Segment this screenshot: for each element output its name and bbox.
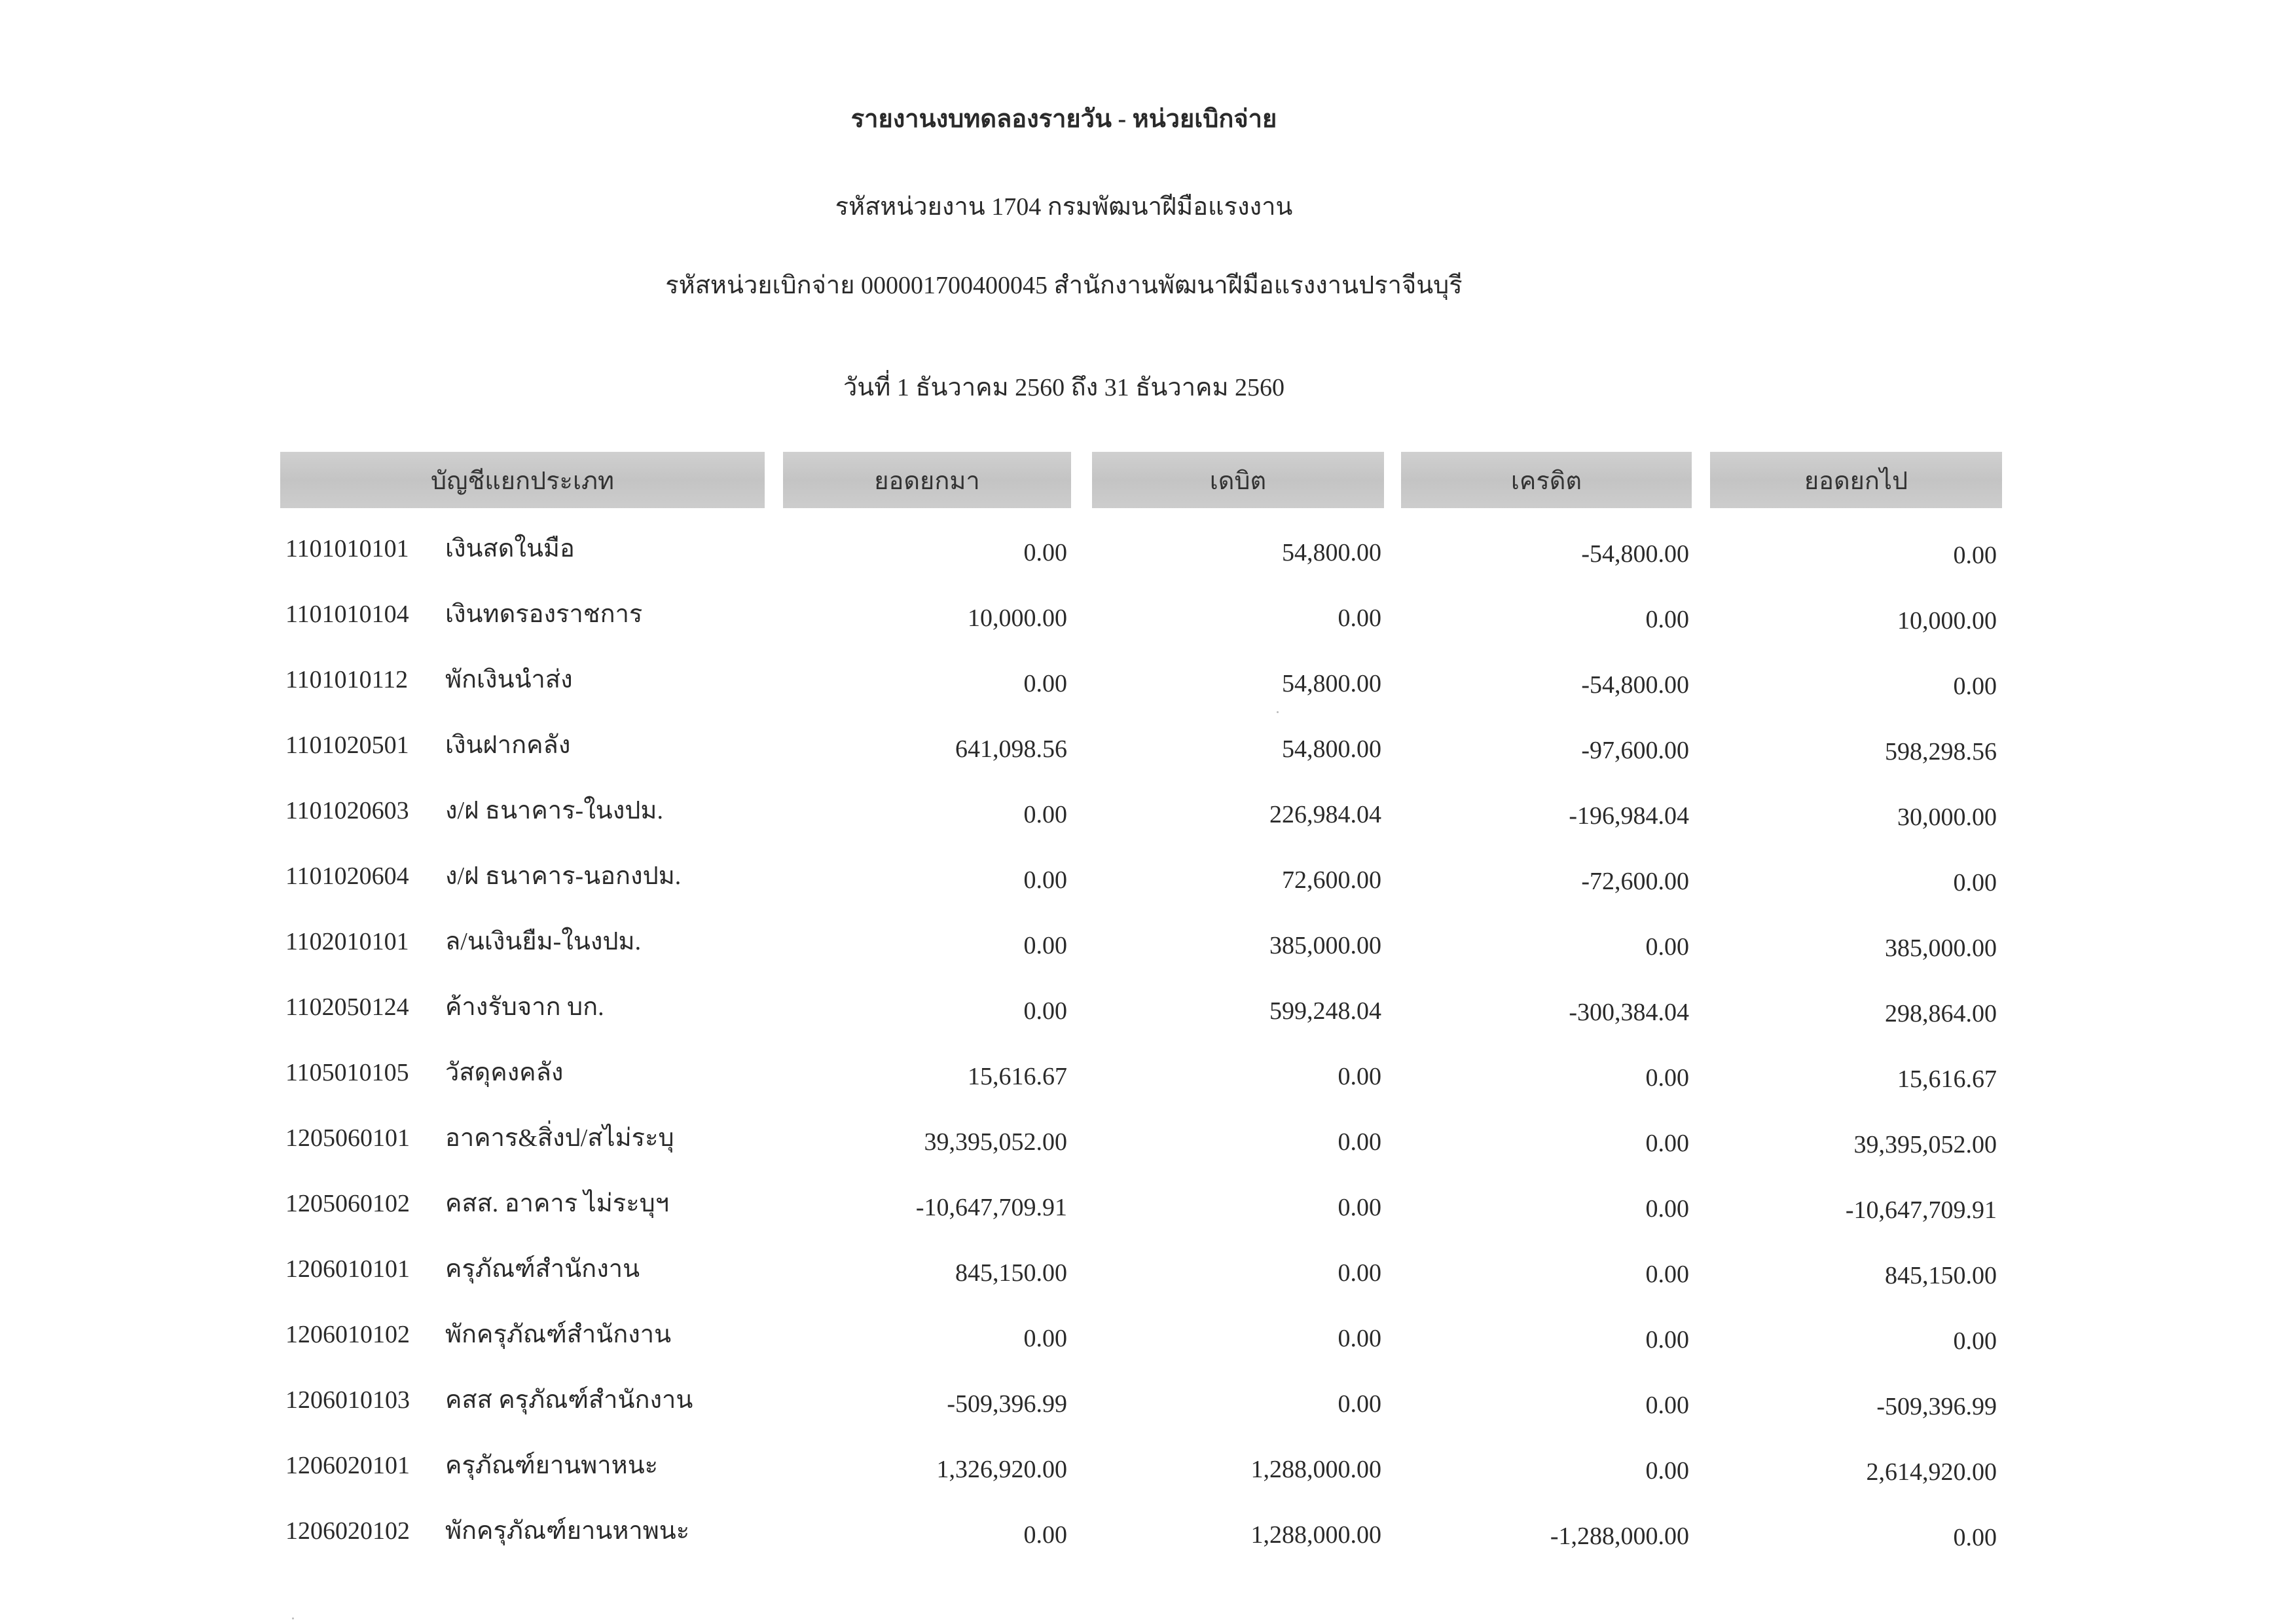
debit-amount: 385,000.00 <box>1269 932 1381 959</box>
opening-balance: 0.00 <box>1023 932 1067 959</box>
header-closing: ยอดยกไป <box>1710 452 2002 508</box>
account-name: ง/ฝ ธนาคาร-นอกงปม. <box>445 862 682 890</box>
debit-amount: 54,800.00 <box>1282 735 1381 763</box>
debit-amount: 226,984.04 <box>1269 801 1381 828</box>
opening-balance: 10,000.00 <box>968 604 1067 632</box>
debit-amount: 72,600.00 <box>1282 866 1381 894</box>
debit-amount: 0.00 <box>1338 1259 1381 1287</box>
header-credit: เครดิต <box>1401 452 1692 508</box>
account-name: ครุภัณฑ์สำนักงาน <box>445 1255 640 1283</box>
credit-amount: 0.00 <box>1645 1457 1689 1485</box>
header-account: บัญชีแยกประเภท <box>280 452 765 508</box>
closing-balance: 598,298.56 <box>1885 738 1997 766</box>
credit-amount: 0.00 <box>1645 1130 1689 1157</box>
opening-balance: -10,647,709.91 <box>915 1194 1067 1221</box>
credit-amount: 0.00 <box>1645 1064 1689 1092</box>
credit-amount: -196,984.04 <box>1569 802 1689 830</box>
table-row <box>0 1053 2296 1118</box>
table-row <box>0 595 2296 660</box>
header-debit: เดบิต <box>1092 452 1384 508</box>
debit-amount: 0.00 <box>1338 1128 1381 1156</box>
opening-balance: 641,098.56 <box>955 735 1067 763</box>
table-row <box>0 922 2296 987</box>
credit-amount: -300,384.04 <box>1569 999 1689 1026</box>
debit-amount: 54,800.00 <box>1282 539 1381 566</box>
table-row <box>0 1315 2296 1380</box>
closing-balance: 10,000.00 <box>1897 607 1997 635</box>
account-name: คสส. อาคาร ไม่ระบุฯ <box>445 1190 670 1217</box>
table-row <box>0 857 2296 922</box>
debit-amount: 0.00 <box>1338 1063 1381 1090</box>
account-code: 1206020101 <box>285 1452 410 1479</box>
account-code: 1206010103 <box>285 1386 410 1414</box>
disbursing-unit-line: รหัสหน่วยเบิกจ่าย 000001700400045 สำนักงานพัฒนาฝีมือแรงงานปราจีนบุรี <box>665 272 1463 299</box>
closing-balance: 385,000.00 <box>1885 934 1997 962</box>
closing-balance: 2,614,920.00 <box>1866 1458 1997 1486</box>
credit-amount: 0.00 <box>1645 1261 1689 1288</box>
opening-balance: 15,616.67 <box>968 1063 1067 1090</box>
opening-balance: 0.00 <box>1023 866 1067 894</box>
debit-amount: 599,248.04 <box>1269 997 1381 1025</box>
closing-balance: 845,150.00 <box>1885 1262 1997 1289</box>
table-row <box>0 726 2296 791</box>
debit-amount: 1,288,000.00 <box>1250 1521 1381 1549</box>
account-name: คสส ครุภัณฑ์สำนักงาน <box>445 1386 693 1414</box>
opening-balance: 0.00 <box>1023 1325 1067 1352</box>
opening-balance: 0.00 <box>1023 1521 1067 1549</box>
credit-amount: -54,800.00 <box>1581 671 1689 699</box>
closing-balance: -509,396.99 <box>1876 1393 1997 1420</box>
account-name: ง/ฝ ธนาคาร-ในงปม. <box>445 797 663 824</box>
opening-balance: 0.00 <box>1023 997 1067 1025</box>
closing-balance: 0.00 <box>1953 1524 1997 1551</box>
credit-amount: -54,800.00 <box>1581 540 1689 568</box>
account-name: เงินทดรองราชการ <box>445 600 643 628</box>
table-row <box>0 987 2296 1053</box>
table-row <box>0 529 2296 595</box>
account-name: ล/นเงินยืม-ในงปม. <box>445 928 642 955</box>
account-code: 1102050124 <box>285 993 409 1021</box>
opening-balance: 0.00 <box>1023 670 1067 697</box>
account-name: พักครุภัณฑ์สำนักงาน <box>445 1321 672 1348</box>
account-name: เงินฝากคลัง <box>445 731 571 759</box>
closing-balance: 0.00 <box>1953 542 1997 569</box>
header-opening: ยอดยกมา <box>783 452 1071 508</box>
agency-line: รหัสหน่วยงาน 1704 กรมพัฒนาฝีมือแรงงาน <box>835 193 1293 221</box>
account-name: ครุภัณฑ์ยานพาหนะ <box>445 1452 659 1479</box>
opening-balance: 39,395,052.00 <box>924 1128 1067 1156</box>
opening-balance: 0.00 <box>1023 801 1067 828</box>
account-name: พักครุภัณฑ์ยานหาพนะ <box>445 1517 690 1545</box>
account-name: พักเงินนำส่ง <box>445 666 573 693</box>
credit-amount: -72,600.00 <box>1581 868 1689 895</box>
debit-amount: 0.00 <box>1338 1325 1381 1352</box>
table-row <box>0 1118 2296 1184</box>
account-code: 1101020501 <box>285 731 409 759</box>
account-name: เงินสดในมือ <box>445 535 575 563</box>
credit-amount: 0.00 <box>1645 1195 1689 1223</box>
account-code: 1206020102 <box>285 1517 410 1545</box>
closing-balance: 0.00 <box>1953 673 1997 700</box>
debit-amount: 0.00 <box>1338 1390 1381 1418</box>
table-row <box>0 1249 2296 1315</box>
table-row <box>0 1380 2296 1446</box>
credit-amount: -1,288,000.00 <box>1550 1522 1689 1550</box>
opening-balance: 845,150.00 <box>955 1259 1067 1287</box>
closing-balance: 39,395,052.00 <box>1853 1131 1997 1158</box>
opening-balance: 0.00 <box>1023 539 1067 566</box>
opening-balance: 1,326,920.00 <box>936 1456 1067 1483</box>
debit-amount: 0.00 <box>1338 1194 1381 1221</box>
debit-amount: 0.00 <box>1338 604 1381 632</box>
closing-balance: 0.00 <box>1953 1327 1997 1355</box>
table-row <box>0 1184 2296 1249</box>
account-code: 1205060101 <box>285 1124 410 1152</box>
account-code: 1101010104 <box>285 600 409 628</box>
debit-amount: 1,288,000.00 <box>1250 1456 1381 1483</box>
table-row <box>0 1511 2296 1577</box>
scan-speck <box>292 1617 294 1619</box>
debit-amount: 54,800.00 <box>1282 670 1381 697</box>
account-name: วัสดุคงคลัง <box>445 1059 564 1086</box>
credit-amount: 0.00 <box>1645 933 1689 961</box>
scan-speck <box>1277 711 1279 713</box>
account-code: 1206010101 <box>285 1255 410 1283</box>
closing-balance: 15,616.67 <box>1897 1065 1997 1093</box>
credit-amount: -97,600.00 <box>1581 737 1689 764</box>
account-code: 1102010101 <box>285 928 409 955</box>
closing-balance: 0.00 <box>1953 869 1997 896</box>
account-code: 1206010102 <box>285 1321 410 1348</box>
closing-balance: -10,647,709.91 <box>1845 1196 1997 1224</box>
closing-balance: 30,000.00 <box>1897 803 1997 831</box>
credit-amount: 0.00 <box>1645 606 1689 633</box>
account-code: 1101010112 <box>285 666 409 693</box>
report-title: รายงานงบทดลองรายวัน - หน่วยเบิกจ่าย <box>850 105 1277 133</box>
credit-amount: 0.00 <box>1645 1392 1689 1419</box>
account-name: ค้างรับจาก บก. <box>445 993 604 1021</box>
opening-balance: -509,396.99 <box>947 1390 1067 1418</box>
account-code: 1101020603 <box>285 797 409 824</box>
account-code: 1101010101 <box>285 535 409 563</box>
account-code: 1105010105 <box>285 1059 409 1086</box>
account-code: 1101020604 <box>285 862 409 890</box>
account-code: 1205060102 <box>285 1190 410 1217</box>
closing-balance: 298,864.00 <box>1885 1000 1997 1027</box>
table-row <box>0 791 2296 857</box>
table-row <box>0 660 2296 726</box>
credit-amount: 0.00 <box>1645 1326 1689 1354</box>
period-line: วันที่ 1 ธันวาคม 2560 ถึง 31 ธันวาคม 2560 <box>843 374 1285 401</box>
table-row <box>0 1446 2296 1511</box>
account-name: อาคาร&สิ่งป/สไม่ระบุ <box>445 1124 674 1152</box>
